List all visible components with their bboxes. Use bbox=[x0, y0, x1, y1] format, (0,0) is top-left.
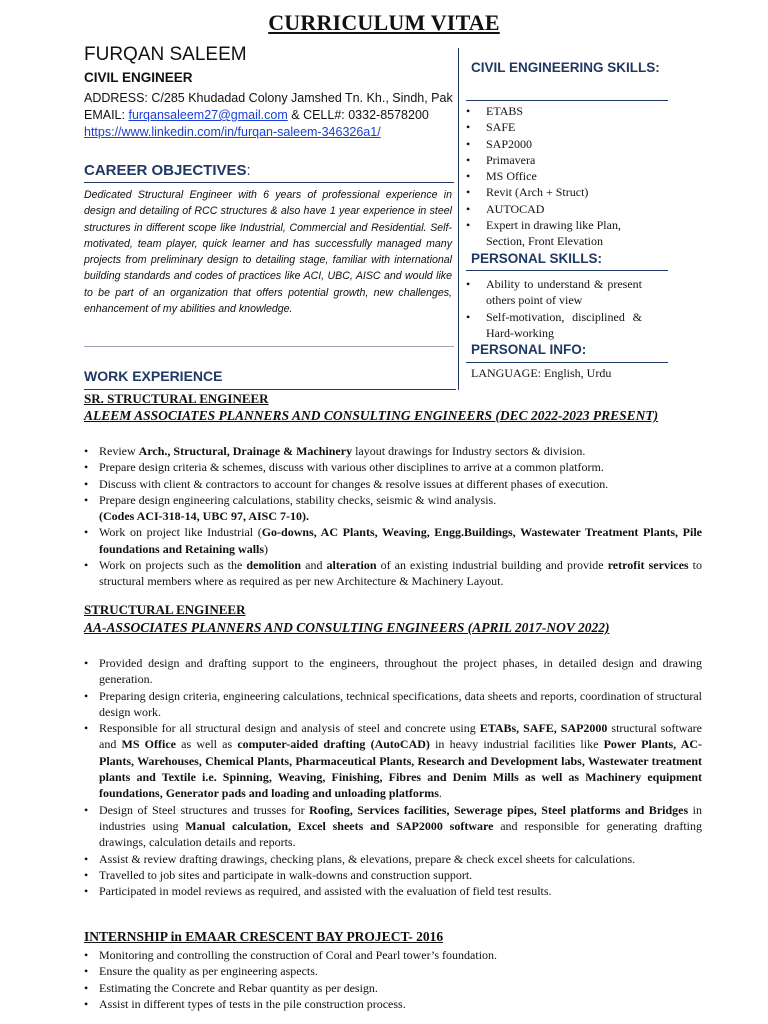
job2-title: STRUCTURAL ENGINEER bbox=[84, 602, 246, 617]
list-item: • Design of Steel structures and trusses for Roofing, Services facilities, Sewerage pipes, Steel platforms and Bridges in industries using Manual calculation, Excel sheets and SAP2000 software and responsible for generating drafting drawings, calculation details and reports. bbox=[84, 802, 702, 851]
list-item: • Monitoring and controlling the construction of Coral and Pearl tower’s foundation. bbox=[84, 947, 702, 963]
job1-list bbox=[84, 443, 702, 590]
personal-skills-list bbox=[466, 276, 642, 341]
list-item: • Prepare design engineering calculations, stability checks, seismic & wind analysis. (Codes ACI-318-14, UBC 97, AISC 7-10). bbox=[84, 492, 702, 525]
skills-heading: CIVIL ENGINEERING SKILLS: bbox=[471, 60, 660, 75]
list-item: • Assist in different types of tests in the pile construction process. bbox=[84, 996, 702, 1012]
list-item: • Work on projects such as the demolition and alteration of an existing industrial building and provide retrofit services to structural members where as required as per new Architecture & Machinery Layout. bbox=[84, 557, 702, 590]
address: ADDRESS: C/285 Khudadad Colony Jamshed Tn. Kh., Sindh, Pak bbox=[84, 91, 453, 105]
personal-skill-item: • Self-motivation, disciplined & Hard-working bbox=[466, 309, 642, 342]
job2-list bbox=[84, 655, 702, 899]
personal-info-heading: PERSONAL INFO: bbox=[471, 342, 587, 357]
work-experience-heading: WORK EXPERIENCE bbox=[84, 368, 223, 384]
email-line bbox=[84, 108, 429, 122]
list-item: • Travelled to job sites and participate in walk-downs and construction support. bbox=[84, 867, 702, 883]
document-title: CURRICULUM VITAE bbox=[268, 10, 500, 35]
work-divider bbox=[84, 389, 456, 390]
list-item: • Review Arch., Structural, Drainage & Machinery layout drawings for Industry sectors & division. bbox=[84, 443, 702, 459]
list-item: • Work on project like Industrial (Go-downs, AC Plants, Weaving, Engg.Buildings, Wastewater Treatment Plants, Pile foundations and Retaining walls) bbox=[84, 524, 702, 557]
list-item: • Participated in model reviews as required, and assisted with the evaluation of field test results. bbox=[84, 883, 702, 899]
list-item: • Preparing design criteria, engineering calculations, technical specifications, data sheets and reports, coordination of structural design work. bbox=[84, 688, 702, 721]
list-item: • Ensure the quality as per engineering aspects. bbox=[84, 963, 702, 979]
cell-separator: & bbox=[287, 108, 304, 122]
internship-list bbox=[84, 947, 702, 1012]
career-divider bbox=[84, 182, 454, 183]
personal-skills-divider bbox=[466, 270, 668, 271]
skill-item: • Revit (Arch + Struct) bbox=[466, 184, 646, 200]
list-item: • Responsible for all structural design and analysis of steel and concrete using ETABs, SAFE, SAP2000 structural software and MS Office as well as computer-aided drafting (AutoCAD) in heavy industrial facilities like Power Plants, AC-Plants, Warehouses, Chemical Plants, Pharmaceutical Plants, Research and Development labs, Wastewater treatment plants and Textile i.e. Spinning, Weaving, Finishing, Fibres and Denim Mills as well as Machinery equipment foundations, Generator pads and loading and unloading platforms. bbox=[84, 720, 702, 801]
internship-title: INTERNSHIP in EMAAR CRESCENT BAY PROJECT- 2016 bbox=[84, 929, 444, 944]
job1-title: SR. STRUCTURAL ENGINEER bbox=[84, 391, 269, 406]
candidate-name: FURQAN SALEEM bbox=[84, 44, 247, 65]
skills-divider bbox=[466, 100, 668, 101]
personal-info-divider bbox=[466, 362, 668, 363]
skill-item: • SAP2000 bbox=[466, 136, 646, 152]
linkedin-link[interactable]: https://www.linkedin.com/in/furqan-saleem-346326a1/ bbox=[84, 125, 381, 139]
career-objectives-heading: CAREER OBJECTIVES: bbox=[84, 162, 251, 179]
candidate-role: CIVIL ENGINEER bbox=[84, 70, 193, 85]
personal-skill-item: • Ability to understand & present others point of view bbox=[466, 276, 642, 309]
list-item: • Estimating the Concrete and Rebar quantity as per design. bbox=[84, 980, 702, 996]
list-item: • Provided design and drafting support to the engineers, throughout the project phases, in detailed design and drawing generation. bbox=[84, 655, 702, 688]
language-info: LANGUAGE: English, Urdu bbox=[471, 366, 612, 380]
career-bottom-divider bbox=[84, 346, 454, 347]
list-item: • Prepare design criteria & schemes, discuss with various other disciplines to arrive at a common platform. bbox=[84, 459, 702, 475]
skill-item: • Expert in drawing like Plan, Section, Front Elevation bbox=[466, 217, 646, 250]
job2-company: AA-ASSOCIATES PLANNERS AND CONSULTING ENGINEERS (APRIL 2017-NOV 2022) bbox=[84, 620, 610, 635]
email-label: EMAIL: bbox=[84, 108, 129, 122]
skill-item: • Primavera bbox=[466, 152, 646, 168]
skills-list bbox=[466, 103, 646, 250]
email-link[interactable]: furqansaleem27@gmail.com bbox=[128, 108, 288, 122]
skill-item: • MS Office bbox=[466, 168, 646, 184]
list-item: • Discuss with client & contractors to account for changes & resolve issues at different phases of execution. bbox=[84, 476, 702, 492]
skill-item: • AUTOCAD bbox=[466, 201, 646, 217]
personal-skills-heading: PERSONAL SKILLS: bbox=[471, 251, 603, 266]
list-item: • Assist & review drafting drawings, checking plans, & elevations, prepare & check excel sheets for calculations. bbox=[84, 851, 702, 867]
cell-number: CELL#: 0332-8578200 bbox=[303, 108, 429, 122]
skill-item: • SAFE bbox=[466, 119, 646, 135]
job1-company: ALEEM ASSOCIATES PLANNERS AND CONSULTING ENGINEERS (DEC 2022-2023 PRESENT) bbox=[84, 408, 659, 423]
sidebar-divider bbox=[458, 48, 459, 390]
career-objective-text: Dedicated Structural Engineer with 6 years of professional experience in design and detailing of RCC structures & also have 1 year experience in steel structures in different scope like Industrial, Commercial and Residential. Self-motivated, team player, quick learner and has successfully managed many projects from preliminary design to detailing stage, familiar with international building standards and codes of practices like ACI, UBC, AISC and would like to be part of an organization that offers potential growth, new challenges, enhancement of my abilities and knowledge. bbox=[84, 189, 452, 316]
skill-item: • ETABS bbox=[466, 103, 646, 119]
